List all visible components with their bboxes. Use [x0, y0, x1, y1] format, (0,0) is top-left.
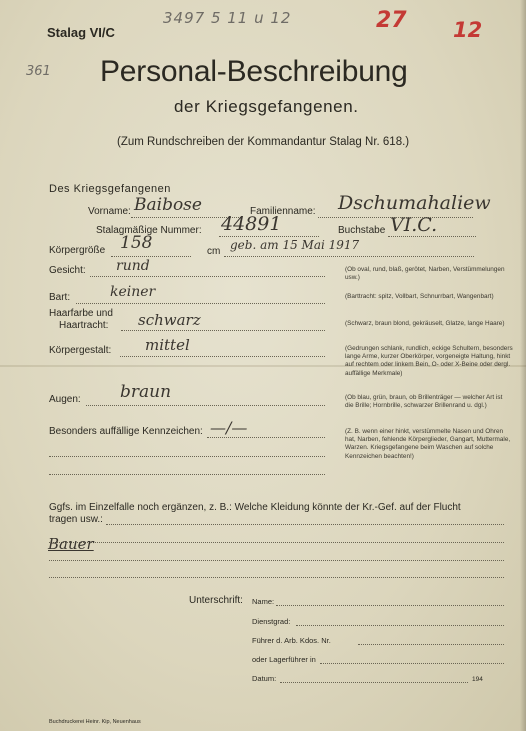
stalag-number-value: 44891 — [221, 213, 282, 235]
stalag-number-label: Stalagmäßige Nummer: — [96, 225, 202, 236]
clothing-question-line1: Ggfs. im Einzelfalle noch ergänzen, z. B.: Welche Kleidung könnte der Kr.-Gef. auf der Flucht — [49, 502, 461, 513]
rank-line — [296, 625, 504, 626]
document-title: Personal-Beschreibung — [100, 55, 408, 88]
work-unit-leader-label: Führer d. Arb. Kdos. Nr. — [252, 636, 331, 645]
signature-name-label: Name: — [252, 597, 275, 606]
hair-note: (Schwarz, braun blond, gekräuselt, Glatze, lange Haare) — [345, 320, 505, 327]
letter-line — [388, 236, 476, 237]
pencil-reference-number: 3497 5 11 u 12 — [163, 9, 292, 27]
marks-line-2 — [49, 456, 325, 457]
rank-label: Dienstgrad: — [252, 617, 291, 626]
build-line — [120, 356, 325, 357]
beard-line — [76, 303, 325, 304]
hair-value: schwarz — [138, 311, 201, 329]
height-label: Körpergröße — [49, 245, 106, 256]
face-note: (Ob oval, rund, blaß, gerötet, Narben, Verstümmelungen usw.) — [345, 266, 505, 282]
beard-label: Bart: — [49, 292, 71, 303]
camp-label: Stalag VI/C — [47, 25, 115, 40]
work-unit-line — [358, 644, 504, 645]
eyes-note: (Ob blau, grün, braun, ob Brillenträger — welcher Art ist die Brille; Hornbrille, schwarzer Brillenrand u. dgl.) — [345, 394, 503, 410]
birth-note: geb. am 15 Mai 1917 — [230, 238, 360, 252]
letter-value: VI.C. — [390, 214, 438, 236]
signature-label: Unterschrift: — [189, 595, 243, 606]
letter-label: Buchstabe — [338, 225, 386, 236]
section-prisoner-heading: Des Kriegsgefangenen — [49, 183, 171, 195]
marks-line-1 — [207, 437, 325, 438]
marks-value: —/— — [210, 418, 248, 437]
marks-label: Besonders auffällige Kennzeichen: — [49, 426, 203, 437]
family-name-label: Familienname: — [250, 206, 316, 217]
eyes-value: braun — [120, 382, 172, 402]
marks-note: (Z. B. wenn einer hinkt, verstümmelte Nasen und Ohren hat, Narben, fehlende Körperglieder, Gangart, Muttermale, Warzen. Kriegsgefangene beim Waschen auf solche Kennzeichen beachten!) — [345, 428, 511, 460]
first-name-value: Baibose — [134, 195, 202, 215]
signature-name-line — [276, 605, 504, 606]
beard-note: (Barttracht: spitz, Vollbart, Schnurrbart, Wangenbart) — [345, 293, 494, 300]
height-line — [111, 256, 191, 257]
circular-reference: (Zum Rundschreiben der Kommandantur Stalag Nr. 618.) — [117, 136, 410, 148]
eyes-line — [86, 405, 325, 406]
paper-edge-shadow — [520, 0, 526, 731]
build-label: Körpergestalt: — [49, 345, 112, 356]
printer-imprint: Buchdruckerei Heinr. Kip, Neuenhaus — [49, 719, 141, 725]
camp-leader-label: oder Lagerführer in — [252, 655, 316, 664]
height-unit: cm — [207, 246, 221, 257]
face-value: rund — [116, 258, 150, 274]
date-line — [280, 682, 468, 683]
first-name-label: Vorname: — [88, 206, 131, 217]
family-name-value: Dschumahaliew — [338, 192, 491, 214]
red-mark-right: 12 — [453, 18, 483, 42]
beard-value: keiner — [110, 284, 156, 300]
clothing-line-2 — [49, 542, 504, 543]
stalag-number-line — [219, 236, 319, 237]
hair-line — [121, 330, 325, 331]
red-mark-left: 27 — [376, 8, 407, 33]
height-value: 158 — [120, 233, 153, 253]
build-value: mittel — [145, 336, 190, 354]
face-label: Gesicht: — [49, 265, 86, 276]
clothing-value: Bauer — [48, 535, 94, 553]
date-label: Datum: — [252, 674, 277, 683]
birth-line — [224, 256, 474, 257]
clothing-line-3 — [49, 560, 504, 561]
eyes-label: Augen: — [49, 394, 81, 405]
document-subtitle: der Kriegsgefangenen. — [174, 97, 359, 116]
hair-color-label: Haarfarbe und — [49, 308, 113, 319]
camp-leader-line — [320, 663, 504, 664]
clothing-line-4 — [49, 577, 504, 578]
face-line — [90, 276, 325, 277]
clothing-line-1 — [106, 524, 504, 525]
build-note: (Gedrungen schlank, rundlich, eckige Schultern, besonders lange Arme, kurzer Oberkörper, vorgeneigte Haltung, hinkt auf rechtem oder linkem Bein, O- oder X-Beine oder dergl. auffällige Merkmale) — [345, 345, 513, 377]
year-prefix: 194 — [472, 676, 483, 683]
clothing-question-line2: tragen usw.: — [49, 514, 103, 525]
hair-style-label: Haartracht: — [59, 320, 109, 331]
pencil-margin-number: 361 — [26, 64, 51, 79]
marks-line-3 — [49, 474, 325, 475]
